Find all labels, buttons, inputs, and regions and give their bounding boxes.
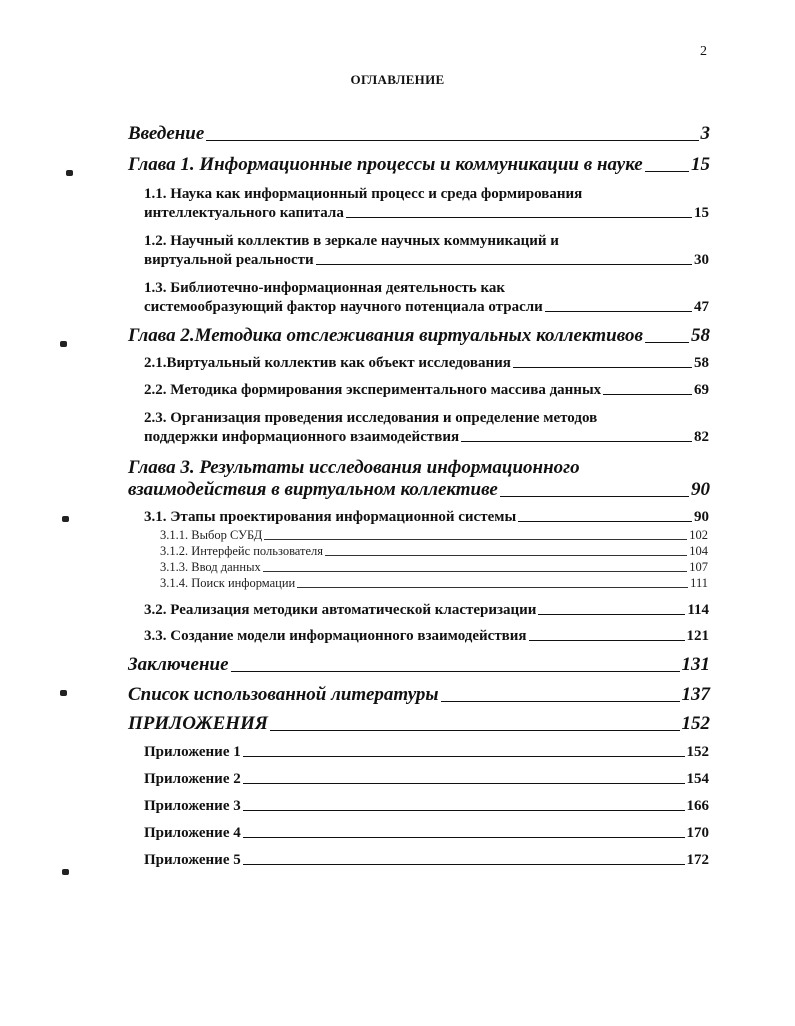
leader-line: [206, 140, 698, 141]
toc-entry-section-3-2[interactable]: [144, 602, 709, 619]
leader-line: [461, 441, 692, 442]
leader-line: [538, 614, 685, 615]
binder-mark: [62, 516, 69, 522]
toc-entry-page: 15: [694, 205, 709, 221]
toc-entry-references[interactable]: [128, 684, 710, 706]
toc-entry-label-line1: 1.2. Научный коллектив в зеркале научных коммуникаций и: [144, 233, 559, 249]
toc-entry-page: 104: [689, 544, 708, 558]
leader-line: [529, 640, 685, 641]
leader-line: [645, 342, 689, 343]
toc-entry-page: 47: [694, 299, 709, 315]
toc-entry-page: 102: [689, 528, 708, 542]
toc-entry-label-line2: интеллектуального капитала: [144, 205, 344, 221]
toc-entry-label: Приложение 3: [144, 798, 241, 814]
binder-mark: [62, 869, 69, 875]
binder-mark: [60, 690, 67, 696]
toc-entry-label: ПРИЛОЖЕНИЯ: [128, 713, 268, 734]
toc-entry-subsection-3-1-3[interactable]: [160, 560, 708, 575]
toc-entry-section-1-3[interactable]: [144, 280, 709, 316]
toc-entry-label: 3.2. Реализация методики автоматической кластеризации: [144, 602, 537, 618]
toc-entry-label-line1: 1.1. Наука как информационный процесс и среда формирования: [144, 186, 583, 202]
toc-entry-appendix-3[interactable]: [144, 798, 709, 815]
leader-line: [243, 783, 685, 784]
toc-entry-label: Список использованной литературы: [128, 684, 439, 705]
toc-entry-label: Приложение 1: [144, 744, 241, 760]
toc-entry-page: 154: [686, 771, 709, 787]
binder-mark: [60, 341, 67, 347]
toc-entry-label: 3.1.3. Ввод данных: [160, 560, 261, 574]
toc-entry-introduction[interactable]: [128, 123, 710, 145]
toc-entry-label: Приложение 2: [144, 771, 241, 787]
toc-entry-page: 82: [694, 429, 709, 445]
toc-entry-subsection-3-1-4[interactable]: [160, 576, 708, 591]
toc-entry-label: 3.3. Создание модели информационного взаимодействия: [144, 628, 527, 644]
toc-entry-appendix-2[interactable]: [144, 771, 709, 788]
toc-entry-page: 107: [689, 560, 708, 574]
toc-entry-label-line1: Глава 3. Результаты исследования информационного: [128, 457, 580, 478]
leader-line: [346, 217, 692, 218]
toc-entry-page: 152: [686, 744, 709, 760]
page-number: 2: [700, 44, 707, 59]
toc-entry-page: 3: [700, 123, 710, 144]
toc-entry-page: 90: [694, 509, 709, 525]
toc-entry-label: Приложение 5: [144, 852, 241, 868]
toc-entry-label: 3.1. Этапы проектирования информационной системы: [144, 509, 517, 525]
toc-entry-label-line1: 1.3. Библиотечно-информационная деятельность как: [144, 280, 506, 296]
toc-entry-section-1-1[interactable]: [144, 186, 709, 222]
leader-line: [325, 555, 687, 556]
leader-line: [513, 367, 692, 368]
leader-line: [645, 171, 689, 172]
toc-entry-label: Глава 1. Информационные процессы и коммуникации в науке: [128, 154, 643, 175]
leader-line: [297, 587, 688, 588]
toc-entry-page: 111: [690, 576, 708, 590]
toc-entry-page: 69: [694, 382, 709, 398]
toc-entry-appendices[interactable]: [128, 713, 710, 735]
toc-entry-label: Приложение 4: [144, 825, 241, 841]
toc-entry-label: 3.1.1. Выбор СУБД: [160, 528, 263, 542]
toc-entry-page: 152: [681, 713, 710, 734]
toc-entry-label-line2: виртуальной реальности: [144, 252, 314, 268]
toc-entry-page: 137: [681, 684, 710, 705]
toc-entry-section-1-2[interactable]: [144, 233, 709, 269]
toc-entry-page: 30: [694, 252, 709, 268]
toc-entry-appendix-5[interactable]: [144, 852, 709, 869]
toc-entry-subsection-3-1-1[interactable]: [160, 528, 708, 543]
toc-entry-subsection-3-1-2[interactable]: [160, 544, 708, 559]
toc-entry-page: 90: [691, 479, 710, 500]
leader-line: [264, 539, 687, 540]
page-title: ОГЛАВЛЕНИЕ: [350, 72, 445, 87]
toc-entry-label: 3.1.2. Интерфейс пользователя: [160, 544, 324, 558]
toc-entry-appendix-1[interactable]: [144, 744, 709, 761]
leader-line: [500, 496, 689, 497]
leader-line: [545, 311, 692, 312]
toc-entry-label: 3.1.4. Поиск информации: [160, 576, 296, 590]
toc-entry-page: 166: [686, 798, 709, 814]
toc-entry-label: 2.2. Методика формирования экспериментального массива данных: [144, 382, 602, 398]
toc-entry-label-line2: системообразующий фактор научного потенциала отрасли: [144, 299, 543, 315]
binder-mark: [66, 170, 73, 176]
toc-entry-page: 58: [691, 325, 710, 346]
leader-line: [243, 756, 685, 757]
toc-entry-chapter-1[interactable]: [128, 154, 710, 176]
toc-entry-page: 58: [694, 355, 709, 371]
leader-line: [603, 394, 692, 395]
toc-entry-section-2-1[interactable]: [144, 355, 709, 372]
toc-entry-page: 172: [686, 852, 709, 868]
toc-entry-label-line2: поддержки информационного взаимодействия: [144, 429, 460, 445]
toc-entry-appendix-4[interactable]: [144, 825, 709, 842]
toc-entry-label-line1: 2.3. Организация проведения исследования и определение методов: [144, 410, 598, 426]
leader-line: [243, 837, 685, 838]
toc-entry-label: Глава 2.Методика отслеживания виртуальных коллективов: [128, 325, 643, 346]
leader-line: [441, 701, 680, 702]
toc-entry-conclusion[interactable]: [128, 654, 710, 676]
toc-entry-page: 170: [686, 825, 709, 841]
toc-entry-label: 2.1.Виртуальный коллектив как объект исследования: [144, 355, 511, 371]
leader-line: [243, 864, 685, 865]
toc-entry-page: 114: [687, 602, 709, 618]
toc-entry-section-3-3[interactable]: [144, 628, 709, 645]
toc-entry-section-2-3[interactable]: [144, 410, 709, 446]
toc-entry-chapter-3[interactable]: [128, 457, 710, 501]
toc-entry-page: 131: [681, 654, 710, 675]
leader-line: [263, 571, 688, 572]
toc-entry-chapter-2[interactable]: [128, 325, 710, 347]
leader-line: [231, 671, 680, 672]
leader-line: [518, 521, 692, 522]
toc-entry-label: Введение: [128, 123, 205, 144]
toc-entry-page: 121: [686, 628, 709, 644]
toc-entry-section-2-2[interactable]: [144, 382, 709, 399]
leader-line: [243, 810, 685, 811]
leader-line: [270, 730, 680, 731]
toc-entry-label: Заключение: [128, 654, 229, 675]
toc-entry-section-3-1[interactable]: [144, 509, 709, 526]
leader-line: [316, 264, 692, 265]
toc-entry-label-line2: взаимодействия в виртуальном коллективе: [128, 479, 498, 500]
toc-entry-page: 15: [691, 154, 710, 175]
